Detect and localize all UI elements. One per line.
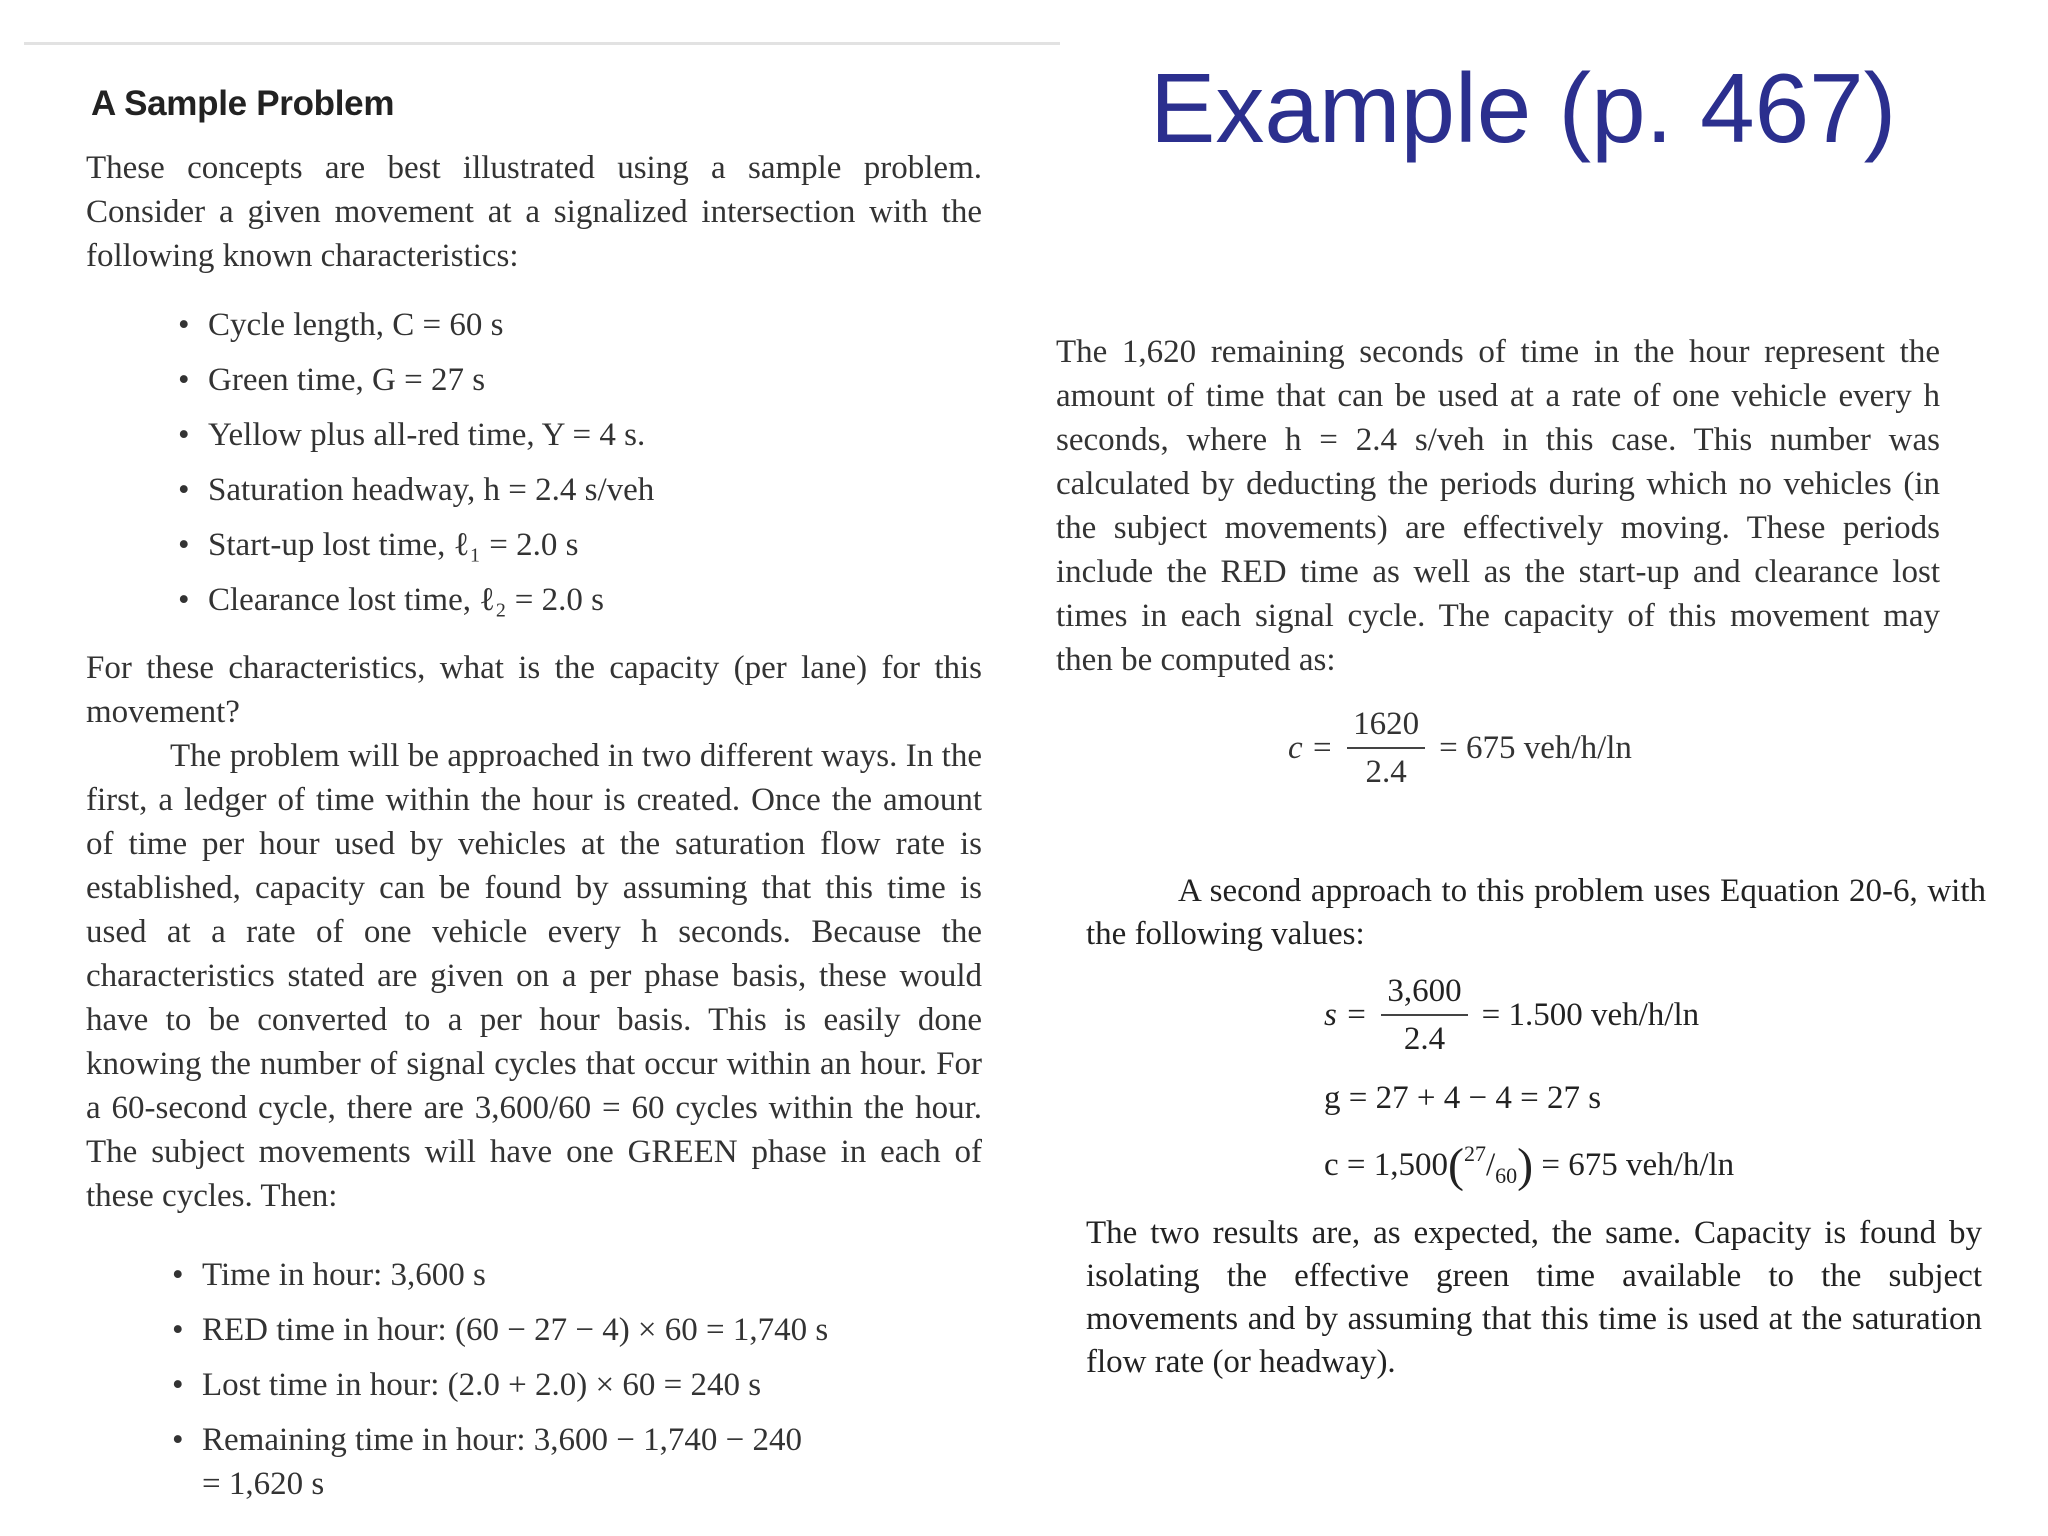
eq1-lhs: c =	[1288, 729, 1334, 766]
eq-c-lhs: c = 1,500	[1324, 1147, 1449, 1183]
eq1-numerator: 1620	[1347, 705, 1425, 749]
characteristic-item: • Cycle length, C = 60 s	[208, 298, 982, 353]
ledger-continuation: = 1,620 s	[202, 1466, 325, 1502]
slide-title: Example (p. 467)	[1150, 53, 1897, 163]
top-divider	[24, 42, 1060, 45]
ledger-item: • Lost time in hour: (2.0 + 2.0) × 60 = 240 s	[202, 1358, 982, 1413]
ledger-item: • RED time in hour: (60 − 27 − 4) × 60 = 1,740 s	[202, 1303, 982, 1358]
eq-s-fraction	[1381, 972, 1467, 1058]
eq-s-numerator: 3,600	[1381, 972, 1467, 1016]
question-paragraph: For these characteristics, what is the capacity (per lane) for this movement?	[86, 650, 982, 730]
conclusion-paragraph: The two results are, as expected, the same. Capacity is found by isolating the effective green time available to the subject movements and by assuming that this time is used at the saturation flow rate (or headway).	[1086, 1215, 1982, 1380]
characteristics-list	[86, 298, 982, 628]
open-paren: (	[1448, 1139, 1464, 1192]
ledger-item-text: Remaining time in hour: 3,600 − 1,740 − 240	[202, 1422, 803, 1458]
ledger-item: • Time in hour: 3,600 s	[202, 1248, 982, 1303]
close-paren: )	[1517, 1139, 1534, 1192]
eq1-fraction	[1347, 705, 1425, 791]
eq1-denominator: 2.4	[1365, 754, 1407, 790]
intro-paragraph: These concepts are best illustrated using a sample problem. Consider a given movement at a signalized intersection with the following known characteristics:	[86, 150, 982, 274]
characteristic-item: • Saturation headway, h = 2.4 s/veh	[208, 463, 982, 518]
eq-s-rhs: = 1.500 veh/h/ln	[1481, 996, 1700, 1033]
eq1-rhs: = 675 veh/h/ln	[1439, 729, 1632, 766]
capacity-equation-2: $c = 1,500(^{27}/_{60}) = 675$ veh/h/ln	[1324, 1139, 1735, 1192]
characteristic-item: • Clearance lost time, ℓ₂ = 2.0 s	[208, 573, 982, 628]
characteristic-item: • Yellow plus all-red time, Y = 4 s.	[208, 408, 982, 463]
characteristic-item: • Start-up lost time, ℓ₁ = 2.0 s	[208, 518, 982, 573]
second-approach-block	[1086, 870, 1986, 956]
time-ledger-list	[86, 1248, 982, 1506]
characteristic-item: • Green time, G = 27 s	[208, 353, 982, 408]
eq-s-denominator: 2.4	[1403, 1021, 1446, 1057]
eq-s-lhs: s =	[1324, 996, 1368, 1033]
second-approach-paragraph: A second approach to this problem uses Equation 20-6, with the following values:	[1086, 873, 1986, 952]
textbook-excerpt-right	[1056, 330, 1940, 682]
eq-c-frac-num: 27	[1464, 1141, 1486, 1166]
effective-green-equation: g = 27 + 4 − 4 = 27 s	[1324, 1080, 1602, 1116]
textbook-excerpt-left	[86, 84, 982, 1506]
remaining-time-paragraph: The 1,620 remaining seconds of time in the hour represent the amount of time that can be used at a rate of one vehicle every h seconds, where h = 2.4 s/veh in this case. This number was calculated by deducting the periods during which no vehicles (in the subject movements) are effectively moving. These periods include the RED time as well as the start-up and clearance lost times in each signal cycle. The capacity of this movement may then be computed as:	[1056, 334, 1940, 678]
saturation-flow-equation	[1324, 972, 1699, 1058]
eq-c-rhs: = 675 veh/h/ln	[1541, 1147, 1735, 1183]
capacity-equation-1	[1288, 705, 1632, 791]
ledger-item	[202, 1413, 982, 1506]
eq-c-frac-den: 60	[1495, 1163, 1518, 1188]
section-heading: A Sample Problem	[91, 84, 395, 123]
approach-paragraph: The problem will be approached in two different ways. In the first, a ledger of time within the hour is created. Once the amount of time per hour used by vehicles at the saturation flow rate is established, capacity can be found by assuming that this time is used at a rate of one vehicle every h seconds. Because the characteristics stated are given on a per phase basis, these would have to be converted to a per hour basis. This is easily done knowing the number of signal cycles that occur within an hour. For a 60-second cycle, there are 3,600/60 = 60 cycles within the hour. The subject movements will have one GREEN phase in each of these cycles. Then:	[86, 738, 982, 1214]
